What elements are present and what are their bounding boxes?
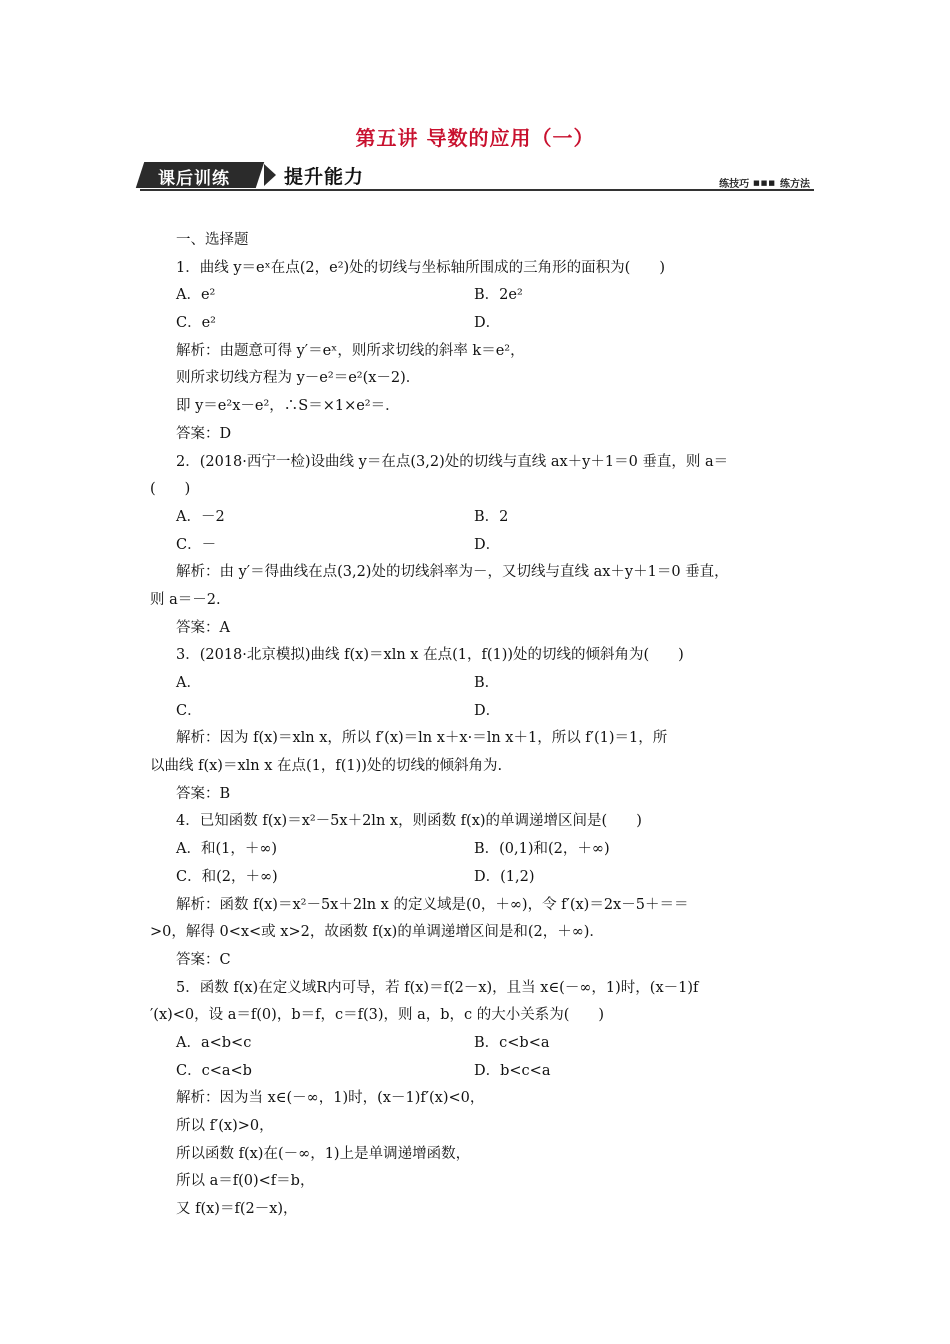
answer-option: D．(1,2) xyxy=(474,868,535,885)
answer-option: B．(0,1)和(2，＋∞) xyxy=(474,841,610,858)
banner-right-left: 练技巧 xyxy=(719,179,750,190)
answer-option: C．－ xyxy=(176,536,217,553)
answer-option: A．－2 xyxy=(176,508,225,525)
banner-right-right: 练方法 xyxy=(780,179,810,190)
answer-options-row xyxy=(150,532,820,560)
banner-divider xyxy=(140,189,814,191)
text-line: 4．已知函数 f(x)＝x²－5x＋2ln x，则函数 f(x)的单调递增区间是( ) xyxy=(176,813,642,830)
banner-main-label: 提升能力 xyxy=(284,166,365,188)
text-line: >0，解得 0<x<或 x>2，故函数 f(x)的单调递增区间是和(2，＋∞)． xyxy=(150,924,604,941)
banner-arrow-icon xyxy=(264,164,276,186)
answer-option: A．e² xyxy=(176,287,216,304)
answer-option: B．2e² xyxy=(474,287,523,304)
answer-options-row xyxy=(150,282,820,310)
answer-options-row xyxy=(150,1058,820,1086)
text-line: 以曲线 f(x)＝xln x 在点(1，f(1))处的切线的倾斜角为. xyxy=(150,758,503,775)
answer-option: C．e² xyxy=(176,315,216,332)
text-line: 则所求切线方程为 y－e²＝e²(x－2)． xyxy=(176,370,421,387)
text-line: 即 y＝e²x－e²，∴S＝×1×e²＝． xyxy=(176,398,400,415)
text-line: 所以 a＝f(0)<f＝b， xyxy=(176,1173,315,1190)
dots-icon: ■■■ xyxy=(753,179,776,187)
answer-option: C． xyxy=(176,702,202,719)
text-line: ′(x)<0，设 a＝f(0)，b＝f，c＝f(3)，则 a，b，c 的大小关系为( ) xyxy=(150,1007,605,1024)
answer-options-row xyxy=(150,310,820,338)
page-title: 第五讲 导数的应用（一） xyxy=(355,126,595,150)
text-line: 所以函数 f(x)在(－∞，1)上是单调递增函数， xyxy=(176,1145,471,1162)
answer-options-row xyxy=(150,1030,820,1058)
text-line: 答案：C xyxy=(176,951,231,968)
answer-option: B． xyxy=(474,675,500,691)
answer-options-row xyxy=(150,670,820,698)
answer-options-row xyxy=(150,698,820,726)
text-line: 则 a＝－2. xyxy=(150,591,221,608)
text-line: 5．函数 f(x)在定义域R内可导，若 f(x)＝f(2－x)，且当 x∈(－∞，1)时，(x－1)f xyxy=(176,979,699,996)
text-line: 所以 f′(x)>0， xyxy=(176,1118,274,1134)
text-line: 解析：由题意可得 y′＝eˣ，则所求切线的斜率 k＝e²， xyxy=(176,342,525,359)
answer-option: A．和(1，＋∞) xyxy=(176,841,278,858)
text-line: 解析：因为当 x∈(－∞，1)时，(x－1)f′(x)<0， xyxy=(176,1090,485,1107)
banner-right-label xyxy=(719,175,810,190)
answer-option: D．b<c<a xyxy=(474,1062,551,1079)
answer-option: B．c<b<a xyxy=(474,1034,550,1051)
answer-option: B．2 xyxy=(474,508,509,525)
text-line: 一、选择题 xyxy=(176,232,249,248)
text-line: 2．(2018·西宁一检)设曲线 y＝在点(3,2)处的切线与直线 ax＋y＋1＝0 垂直，则 a＝ xyxy=(176,453,729,470)
text-line: ( ) xyxy=(150,481,191,498)
document-body xyxy=(150,227,820,1224)
banner-tag-label: 课后训练 xyxy=(158,169,230,189)
answer-options-row xyxy=(150,504,820,532)
text-line: 答案：D xyxy=(176,425,232,442)
answer-option: A．a<b<c xyxy=(176,1034,252,1051)
answer-options-row xyxy=(150,864,820,892)
text-line: 解析：函数 f(x)＝x²－5x＋2ln x 的定义域是(0，＋∞)，令 f′(x)＝2x－5＋＝＝ xyxy=(176,896,689,913)
answer-option: D． xyxy=(474,315,501,332)
section-banner xyxy=(140,160,814,192)
answer-options-row xyxy=(150,836,820,864)
text-line: 1．曲线 y＝eˣ在点(2，e²)处的切线与坐标轴所围成的三角形的面积为( ) xyxy=(176,259,665,276)
text-line: 解析：由 y′＝得曲线在点(3,2)处的切线斜率为－，又切线与直线 ax＋y＋1＝0 垂直， xyxy=(176,564,729,581)
answer-option: A． xyxy=(176,675,201,691)
answer-option: C．c<a<b xyxy=(176,1062,252,1079)
answer-option: C．和(2，＋∞) xyxy=(176,868,278,885)
answer-option: D． xyxy=(474,536,501,553)
text-line: 答案：B xyxy=(176,785,231,802)
text-line: 3．(2018·北京模拟)曲线 f(x)＝xln x 在点(1，f(1))处的切线的倾斜角为( ) xyxy=(176,647,684,664)
text-line: 又 f(x)＝f(2－x)， xyxy=(176,1201,298,1218)
text-line: 解析：因为 f(x)＝xln x，所以 f′(x)＝ln x＋x·＝ln x＋1，所以 f′(1)＝1，所 xyxy=(176,730,668,747)
answer-option: D． xyxy=(474,702,501,719)
text-line: 答案：A xyxy=(176,619,230,636)
